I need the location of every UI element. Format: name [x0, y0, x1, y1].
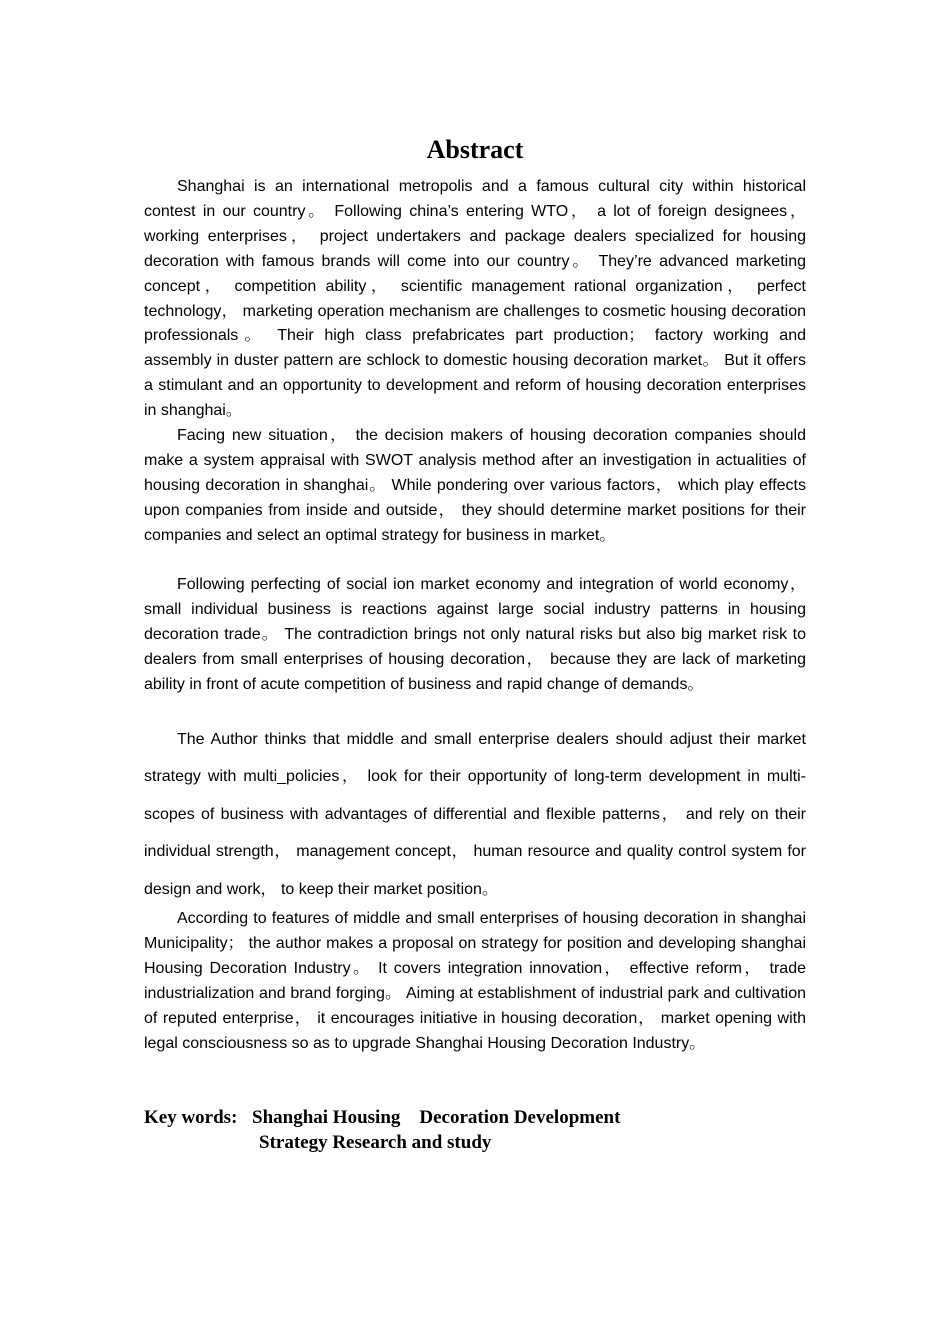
- abstract-paragraph: The Author thinks that middle and small enterprise dealers should adjust their market strategy with multi_policies， look for their opportunity of long-term development in multi-scopes of business with advantages of differential and flexible patterns， and rely on their individual strength， management concept， human resource and quality control system for design and work， to keep their market position。: [144, 731, 806, 898]
- abstract-paragraph: Facing new situation， the decision makers of housing decoration companies should make a system appraisal with SWOT analysis method after an investigation in actualities of housing decoration in shanghai。 While pondering over various factors， which play effects upon companies from inside and outside， they should determine market positions for their companies and select an optimal strategy for business in market。: [144, 427, 806, 544]
- keywords-line-2: Strategy Research and study: [259, 1132, 492, 1153]
- abstract-paragraph: Following perfecting of social ion market economy and integration of world economy， small individual business is reactions against large social industry patterns in housing decoration trade。 The contradiction brings not only natural risks but also big market risk to dealers from small enterprises of housing decoration， because they are lack of marketing ability in front of acute competition of business and rapid change of demands。: [144, 576, 806, 693]
- abstract-paragraph: According to features of middle and small enterprises of housing decoration in shanghai Municipality； the author makes a proposal on strategy for position and developing shanghai Housing Decoration Industry。 It covers integration innovation， effective reform， trade industrialization and brand forging。 Aiming at establishment of industrial park and cultivation of reputed enterprise， it encourages initiative in housing decoration， market opening with legal consciousness so as to upgrade Shanghai Housing Decoration Industry。: [144, 910, 806, 1052]
- keywords-block: [144, 1105, 620, 1155]
- keywords-label: Key words:: [144, 1107, 238, 1128]
- abstract-heading: Abstract: [426, 135, 524, 164]
- keywords-line-1: Shanghai Housing Decoration Development: [252, 1107, 621, 1128]
- abstract-paragraph: Shanghai is an international metropolis and a famous cultural city within historical contest in our country。 Following china’s entering WTO， a lot of foreign designees， working enterprises， project undertakers and package dealers specialized for housing decoration with famous brands will come into our country。 They’re advanced marketing concept， competition ability， scientific management rational organization， perfect technology， marketing operation mechanism are challenges to cosmetic housing decoration professionals。 Their high class prefabricates part production； factory working and assembly in duster pattern are schlock to domestic housing decoration market。 But it offers a stimulant and an opportunity to development and reform of housing decoration enterprises in shanghai。: [144, 178, 807, 420]
